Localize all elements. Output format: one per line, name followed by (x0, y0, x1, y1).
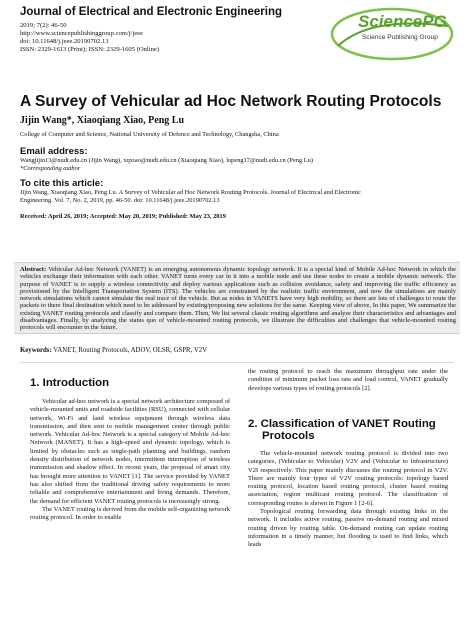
citation-line-2: Engineering. Vol. 7, No. 2, 2019, pp. 46-50. doi: 10.11648/j.jeee.20190702.13 (20, 197, 220, 204)
right-column-top (248, 368, 448, 393)
email-list[interactable]: Wangjijin13@nudt.edu.cn (Jijin Wang), xqxiao@nudt.edu.cn (Xiaoqiang Xiao), lupeng17@nudt.edu.cn (Peng Lu) (20, 157, 314, 164)
classification-paragraph-1: The vehicle-mounted network routing protocol is divided into two categories, (Vehicular to Vehicular) V2V and (Vehicular to Infrastructure) V2I respectively. This paper mainly discusses the routing protocol in V2V. There are mainly four types of V2V routing protocols: topology based routing protocol, location based routing protocol, cluster based routing association, region multicast routing protocol. The classification of corresponding routes is shown in Figure 1 [2-6]. (248, 450, 448, 507)
cite-heading: To cite this article: (20, 178, 104, 189)
article-dates: Received: April 26, 2019; Accepted: May 20, 2019; Published: May 23, 2019 (20, 213, 226, 220)
journal-issn: ISSN: 2329-1613 (Print); ISSN: 2329-1605 (Online) (20, 46, 160, 53)
logo-brand: SciencePG (358, 12, 447, 31)
abstract (20, 266, 456, 332)
classification-body (248, 450, 448, 550)
journal-url[interactable]: http://www.sciencepublishinggroup.com/j/jeee (20, 30, 143, 37)
article-authors: Jijin Wang*, Xiaoqiang Xiao, Peng Lu (20, 115, 185, 126)
journal-name: Journal of Electrical and Electronic Engineering (20, 6, 283, 18)
keywords-label: Keywords: (20, 347, 52, 354)
intro-paragraph-1: Vehicular ad-hoc network is a special network architecture composed of vehicle-mounted units and roadside facilities (RSU), connected with cellular network, Wi-Fi and land wireless equipment through wireless data transmission, and then sent to mobile management center through public network. Vehicular Ad-hoc Network is a special category of Mobile Ad-hoc Network (MANET). It has a high-speed and dynamic topology, which is limited by obstacles such as single-path planning and buildings, random density distribution of network nodes, intermittent interruption of wireless transmission and shadow effect. In recent years, the proposal of smart city has brought more attention to VANET [1]. The service provided by VANET has also shifted from the traditional driving safety requirements to more reliable and comprehensive entertainment and living demands. Therefore, the demand for efficient VANET routing protocols is increasingly strong. (30, 398, 230, 505)
intro-body (30, 398, 230, 522)
logo-tagline: Science Publishing Group (362, 34, 438, 41)
journal-issue: 2019; 7(2): 46-50 (20, 22, 67, 29)
article-title: A Survey of Vehicular ad Hoc Network Routing Protocols (20, 93, 442, 110)
corresponding-note: *Corresponding author (20, 165, 81, 172)
divider (20, 362, 454, 363)
classification-heading (248, 418, 436, 442)
intro-paragraph-2: The VANET routing is derived from the mobile self-organizing network routing protocol. In order to enable (30, 505, 230, 522)
classification-paragraph-2: Topological routing forwarding data through existing links in the network. It includes active routing, passive on-demand routing and mixed routing driven by routing table. On-demand routing can update routing information in a timely manner, but flooding is used to find links, which leads (248, 508, 448, 549)
affiliation: College of Computer and Science, National University of Defence and Technology, Changsha, China (20, 131, 279, 138)
abstract-label: Abstract: (20, 266, 47, 273)
classification-heading-line-2: Protocols (262, 430, 315, 442)
keywords-text: VANET, Routing Protocols, ADOV, OLSR, GSPR, V2V (53, 347, 208, 354)
email-heading: Email address: (20, 146, 88, 157)
keywords (20, 347, 207, 354)
classification-heading-line-1: 2. Classification of VANET Routing (248, 418, 436, 430)
right-paragraph-0: the routing protocol to reach the maximum throughput rate under the condition of minimum packet loss rate and load control, VANET gradually develops various types of routing protocols [2]. (248, 368, 448, 392)
abstract-text: Vehicular Ad-hoc Network (VANET) is an emerging autonomous dynamic topology network. It is a special kind of Mobile Ad-hoc Network in which the vehicles exchange their information with each other. VANET turns every car in it into a mobile node and use these nodes to create a mobile dynamic network. The purpose of VANET is to supply a wireless connectivity and deploy various applications such as collision avoidance, safety and improving the traffic efficiency as provisioned by the Intelligent Transportation System (ITS). The vehicles are constrained by the realistic traffic environment, and now the simulations are mainly network simulations which cannot simulate the real trace of the vehicle. But as nodes in VANETS have very high mobility, so there are lots of challenges to route the packets to there final destination which need to be addressed by existing/proposing new solutions for the same. Keeping view of above, In this paper, We summarize the existing VANET routing protocols and classify and compare them. Then, We list several classic routing algorithms and analyze their characteristics and advantages and disadvantages. Finally, by analyzing the status quo of vehicle-mounted routing protocols, we illustrate the difficulties and challenges that vehicle-mounted routing protocols will encounter in the future. (20, 266, 456, 332)
citation-line-1: Jijin Wang, Xiaoqiang Xiao, Peng Lu. A Survey of Vehicular ad Hoc Network Routing Protocols. Journal of Electrical and Electronic (20, 189, 361, 196)
intro-heading: 1. Introduction (30, 377, 110, 389)
journal-doi[interactable]: doi: 10.11648/j.jeee.20190702.13 (20, 38, 109, 45)
